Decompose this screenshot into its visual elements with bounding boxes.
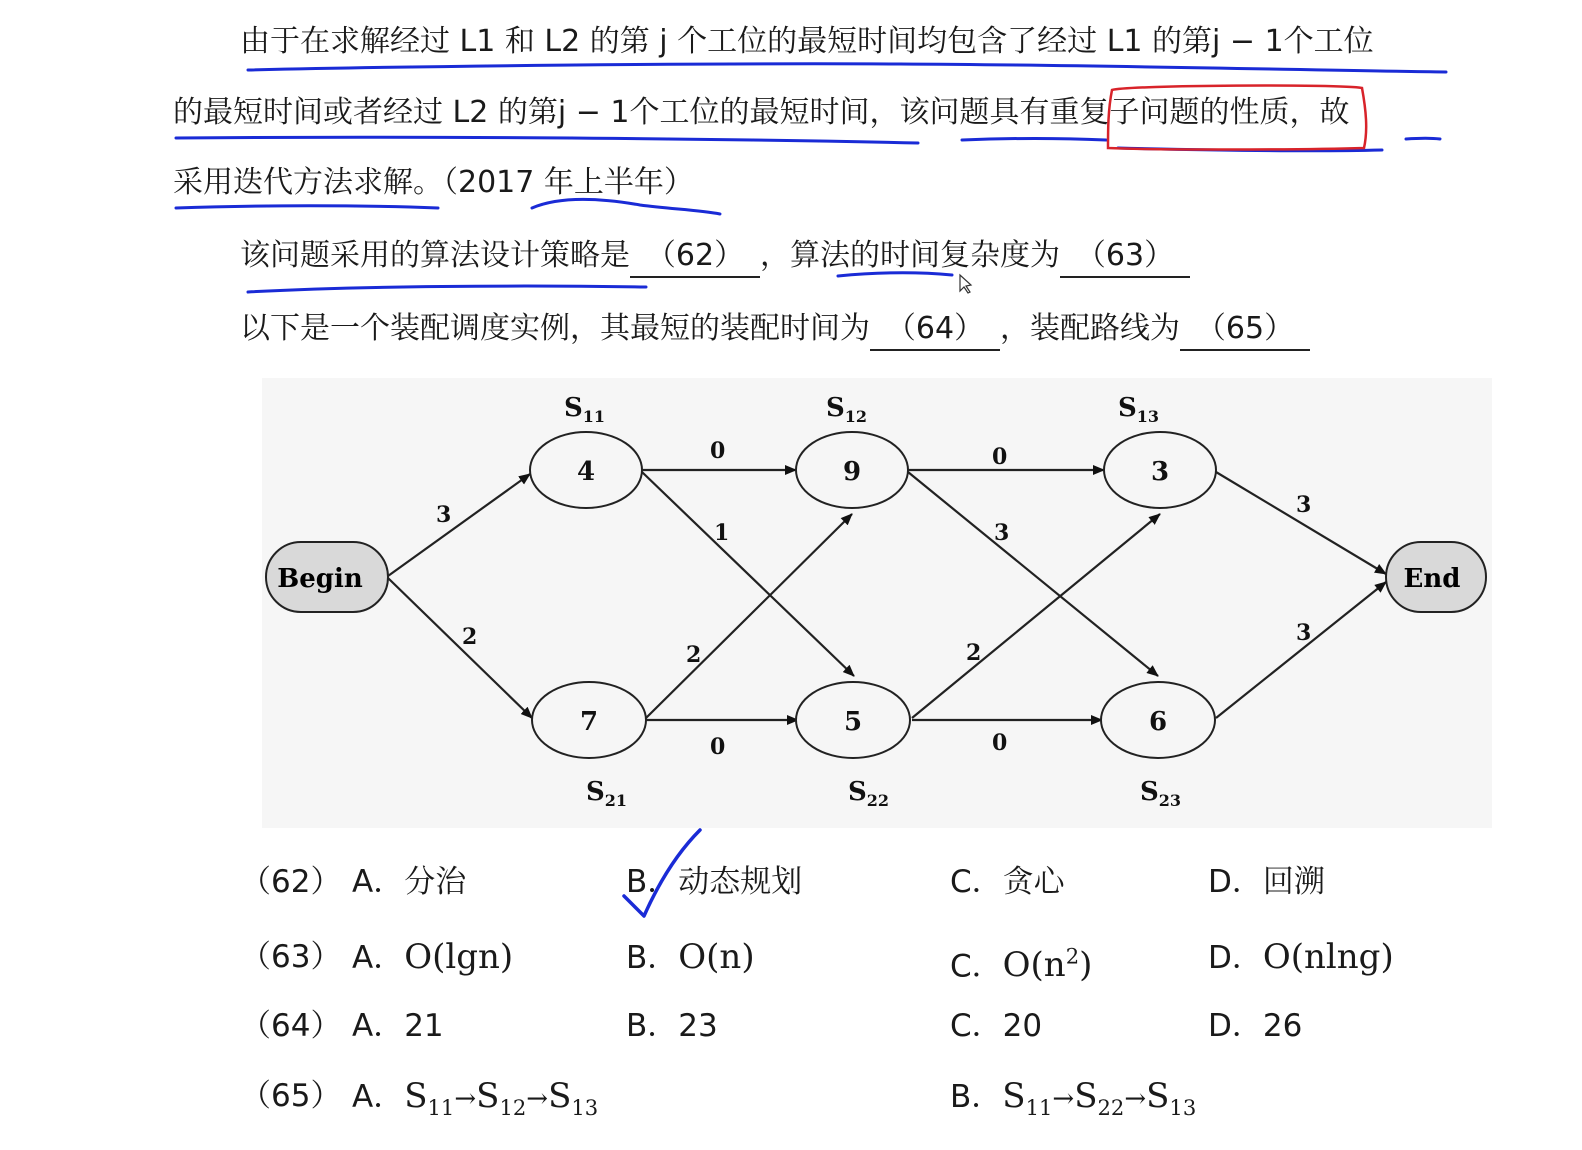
q62-option-b[interactable] bbox=[626, 862, 802, 902]
node-s22-value: 5 bbox=[843, 707, 863, 737]
station-index: 11 bbox=[427, 1094, 455, 1120]
formula-close: ) bbox=[1079, 945, 1093, 986]
weight-s21-s12: 2 bbox=[686, 642, 702, 668]
option-text: O(nlng) bbox=[1262, 937, 1394, 977]
option-text: 动态规划 bbox=[678, 864, 803, 900]
option-letter: A． bbox=[352, 940, 405, 976]
node-s13-value: 3 bbox=[1150, 457, 1170, 487]
label-s21: $S_{21}$ bbox=[586, 777, 628, 810]
begin-node bbox=[266, 542, 388, 612]
q63-option-d[interactable] bbox=[1208, 937, 1394, 978]
q64-option-a[interactable]: A．21 bbox=[352, 1008, 444, 1044]
option-letter: A． bbox=[352, 1079, 405, 1115]
label-s11: $S_{11}$ bbox=[564, 393, 606, 426]
q63-option-a[interactable] bbox=[352, 937, 513, 978]
weight-s11-s12: 0 bbox=[710, 438, 726, 464]
weight-s12-s23: 3 bbox=[994, 520, 1010, 546]
option-letter: C． bbox=[950, 948, 1003, 985]
node-s11-value: 4 bbox=[576, 457, 596, 487]
q64-number: （64） bbox=[240, 1008, 342, 1044]
station-s: S bbox=[548, 1076, 572, 1116]
blank-63: （63） bbox=[1060, 236, 1190, 278]
station-s: S bbox=[476, 1076, 500, 1116]
option-text: O(lgn) bbox=[404, 937, 514, 977]
weight-s11-s22: 1 bbox=[714, 520, 730, 546]
q62-option-c[interactable]: C．贪心 bbox=[950, 864, 1065, 900]
underline-line2-c bbox=[1118, 148, 1382, 151]
station-index: 11 bbox=[1025, 1094, 1053, 1120]
station-index: 13 bbox=[571, 1094, 599, 1120]
underline-line2-a bbox=[176, 137, 918, 143]
station-index: 12 bbox=[499, 1094, 527, 1120]
question-text: ，装配路线为 bbox=[1000, 311, 1180, 346]
end-label: End bbox=[1403, 564, 1461, 594]
option-letter: B． bbox=[626, 864, 679, 900]
label-s23: $S_{23}$ bbox=[1140, 777, 1182, 810]
question-text: ，算法的时间复杂度为 bbox=[760, 238, 1060, 273]
question-text: 以下是一个装配调度实例，其最短的装配时间为 bbox=[240, 311, 870, 346]
paragraph-line-2: 的最短时间或者经过 L2 的第j − 1个工位的最短时间，该问题具有重复子问题的性质，故 bbox=[173, 95, 1350, 130]
q63-number: （63） bbox=[240, 939, 342, 975]
formula-base: O(n bbox=[1002, 945, 1066, 986]
question-text: 该问题采用的算法设计策略是 bbox=[240, 238, 630, 273]
label-s13: $S_{13}$ bbox=[1118, 393, 1160, 426]
underline-line3-a bbox=[176, 206, 438, 208]
begin-label: Begin bbox=[277, 564, 363, 594]
station-index: 13 bbox=[1169, 1094, 1197, 1120]
label-s12: $S_{12}$ bbox=[826, 393, 868, 426]
node-s23-value: 6 bbox=[1148, 707, 1168, 737]
q63-option-c[interactable] bbox=[950, 937, 1092, 986]
weight-begin-s11: 3 bbox=[436, 502, 452, 528]
arrow-icon: → bbox=[526, 1084, 549, 1114]
option-text bbox=[1003, 945, 1093, 985]
q62-number: （62） bbox=[240, 864, 342, 900]
q64-option-d[interactable]: D．26 bbox=[1208, 1008, 1303, 1044]
weight-s21-s22: 0 bbox=[710, 734, 726, 760]
end-node bbox=[1386, 542, 1486, 612]
station-index: 22 bbox=[1097, 1094, 1125, 1120]
underline-line1 bbox=[248, 64, 1446, 72]
blank-64: （64） bbox=[870, 309, 1000, 351]
arrow-icon: → bbox=[1052, 1084, 1075, 1114]
station-s: S bbox=[1074, 1076, 1098, 1116]
question-time-route bbox=[240, 309, 1310, 351]
q64-option-c[interactable]: C．20 bbox=[950, 1008, 1043, 1044]
label-s22: $S_{22}$ bbox=[848, 777, 890, 810]
option-text bbox=[404, 1076, 599, 1120]
weight-s13-end: 3 bbox=[1296, 492, 1312, 518]
formula-exponent: 2 bbox=[1065, 944, 1080, 969]
q63-option-b[interactable] bbox=[626, 937, 755, 978]
option-text: O(n) bbox=[678, 937, 755, 977]
underline-question1 bbox=[248, 286, 646, 292]
paragraph-line-3: 采用迭代方法求解。（2017 年上半年） bbox=[173, 165, 694, 200]
underline-line2-b bbox=[962, 139, 1106, 141]
underline-line2-d bbox=[1406, 138, 1440, 139]
q62-option-d[interactable]: D．回溯 bbox=[1208, 864, 1325, 900]
q65-number: （65） bbox=[240, 1078, 342, 1114]
node-s12-value: 9 bbox=[842, 457, 862, 487]
weight-s22-s13: 2 bbox=[966, 640, 982, 666]
weight-s23-end: 3 bbox=[1296, 620, 1312, 646]
blank-62: （62） bbox=[630, 236, 760, 278]
arrow-icon: → bbox=[454, 1084, 477, 1114]
weight-s22-s23: 0 bbox=[992, 730, 1008, 756]
arrow-icon: → bbox=[1124, 1084, 1147, 1114]
q64-option-b[interactable]: B．23 bbox=[626, 1008, 718, 1044]
node-s21-value: 7 bbox=[579, 707, 599, 737]
station-s: S bbox=[404, 1076, 428, 1116]
question-strategy-complexity bbox=[240, 236, 1190, 278]
paragraph-line-1: 由于在求解经过 L1 和 L2 的第 j 个工位的最短时间均包含了经过 L1 的第j − 1个工位 bbox=[240, 24, 1374, 59]
option-letter: D． bbox=[1208, 940, 1263, 976]
weight-begin-s21: 2 bbox=[462, 624, 478, 650]
blank-65: （65） bbox=[1180, 309, 1310, 351]
q62-option-a[interactable]: A．分治 bbox=[352, 864, 467, 900]
assembly-line-diagram bbox=[262, 378, 1492, 828]
q65-option-a[interactable] bbox=[352, 1076, 598, 1128]
option-text bbox=[1002, 1076, 1197, 1120]
option-letter: B． bbox=[950, 1079, 1003, 1115]
q65-option-b[interactable] bbox=[950, 1076, 1196, 1128]
station-s: S bbox=[1002, 1076, 1026, 1116]
station-s: S bbox=[1146, 1076, 1170, 1116]
weight-s12-s13: 0 bbox=[992, 444, 1008, 470]
option-letter: B． bbox=[626, 940, 679, 976]
